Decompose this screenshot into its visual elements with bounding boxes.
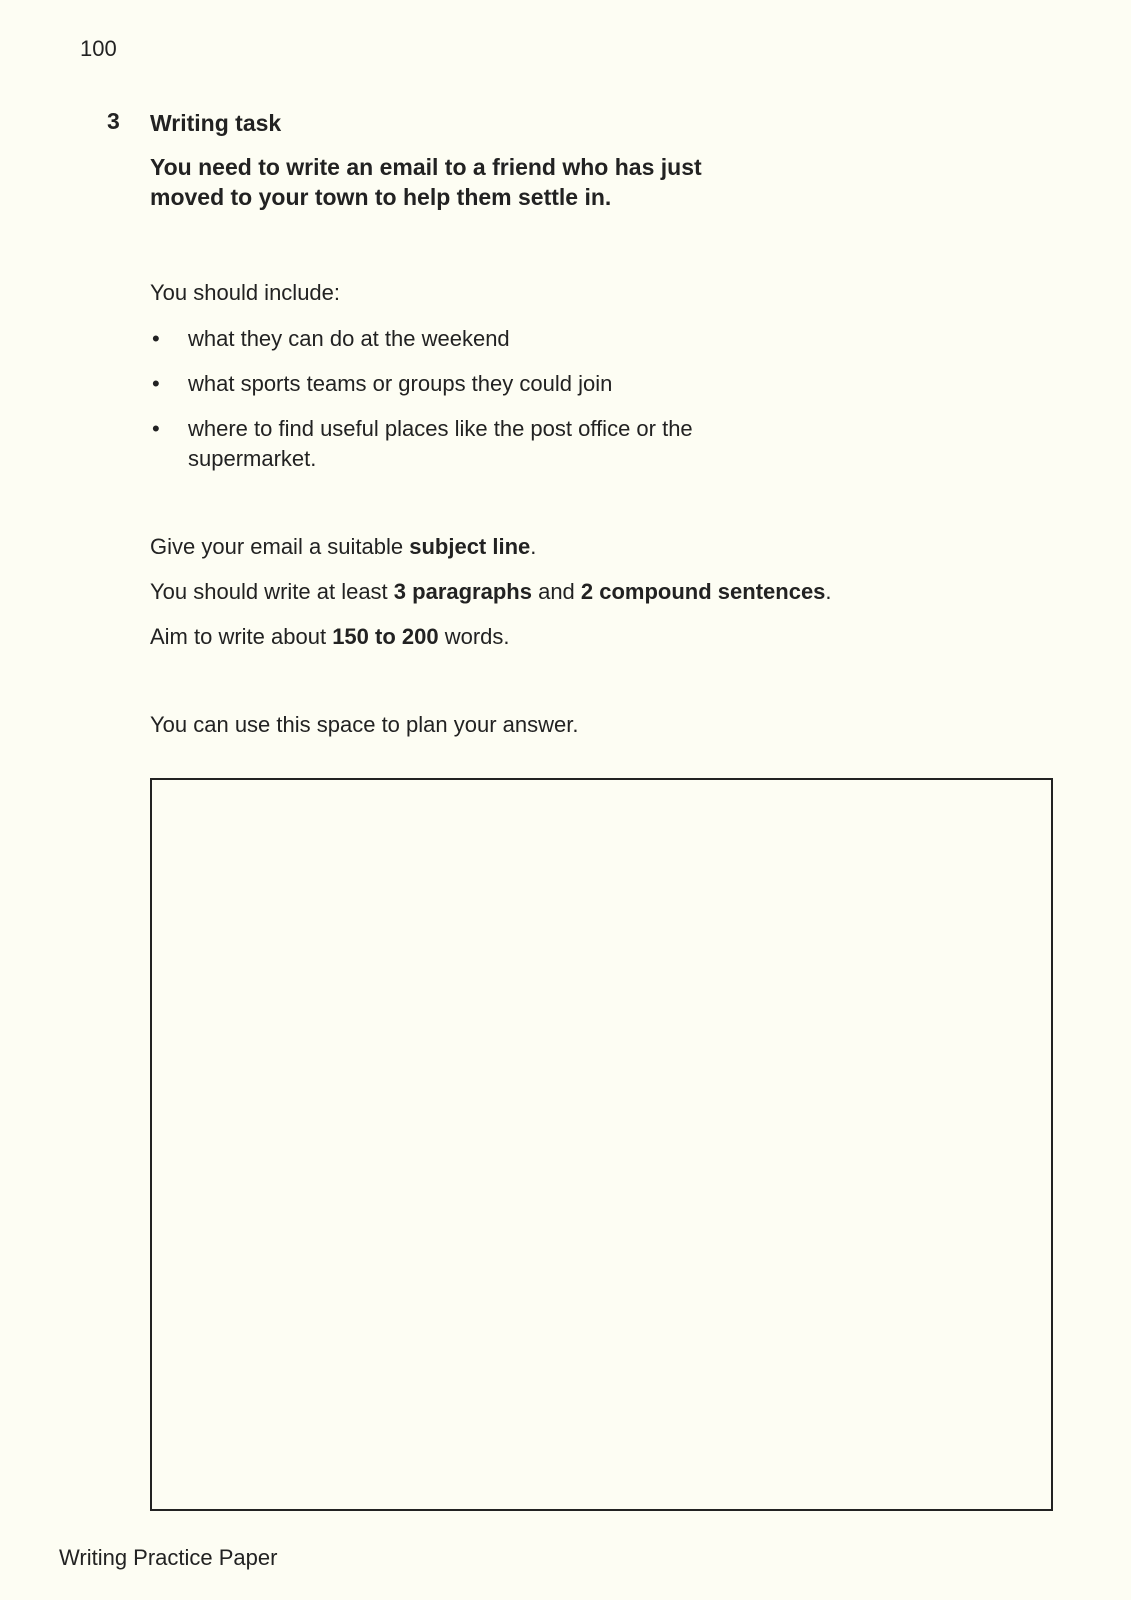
instruction-text: . bbox=[825, 579, 832, 604]
list-item bbox=[150, 414, 708, 474]
instruction-text: . bbox=[530, 534, 537, 559]
list-item bbox=[150, 369, 708, 399]
include-label: You should include: bbox=[150, 280, 341, 305]
subject-line-instruction bbox=[150, 532, 1050, 562]
list-item-text: where to find useful places like the post office or the supermarket. bbox=[188, 416, 693, 471]
bullet-icon: • bbox=[152, 371, 160, 396]
list-item-text: what they can do at the weekend bbox=[188, 326, 510, 351]
bullet-icon: • bbox=[152, 416, 160, 441]
instruction-text: Give your email a suitable bbox=[150, 534, 410, 559]
instruction-emphasis: 2 compound sentences bbox=[580, 579, 826, 604]
question-content bbox=[150, 108, 1050, 762]
task-title: Writing task bbox=[150, 110, 282, 136]
instruction-text: words. bbox=[438, 624, 510, 649]
task-intro: You need to write an email to a friend who has just moved to your town to help them settle in. bbox=[150, 154, 702, 210]
instruction-text: You should write at least bbox=[150, 579, 394, 604]
include-list bbox=[150, 324, 1050, 474]
instruction-emphasis: subject line bbox=[409, 534, 531, 559]
instruction-text: Aim to write about bbox=[150, 624, 333, 649]
bullet-icon: • bbox=[152, 326, 160, 351]
list-item bbox=[150, 324, 708, 354]
instruction-text: and bbox=[531, 579, 581, 604]
plan-label: You can use this space to plan your answer. bbox=[150, 712, 579, 737]
list-item-text: what sports teams or groups they could join bbox=[188, 371, 613, 396]
paragraphs-instruction bbox=[150, 577, 1050, 607]
instruction-emphasis: 3 paragraphs bbox=[393, 579, 532, 604]
page-number: 100 bbox=[80, 36, 117, 61]
question-number: 3 bbox=[107, 108, 120, 134]
planning-box[interactable] bbox=[150, 778, 1053, 1511]
instruction-emphasis: 150 to 200 bbox=[332, 624, 439, 649]
word-count-instruction bbox=[150, 622, 1050, 652]
footer: Writing Practice Paper bbox=[59, 1545, 278, 1570]
